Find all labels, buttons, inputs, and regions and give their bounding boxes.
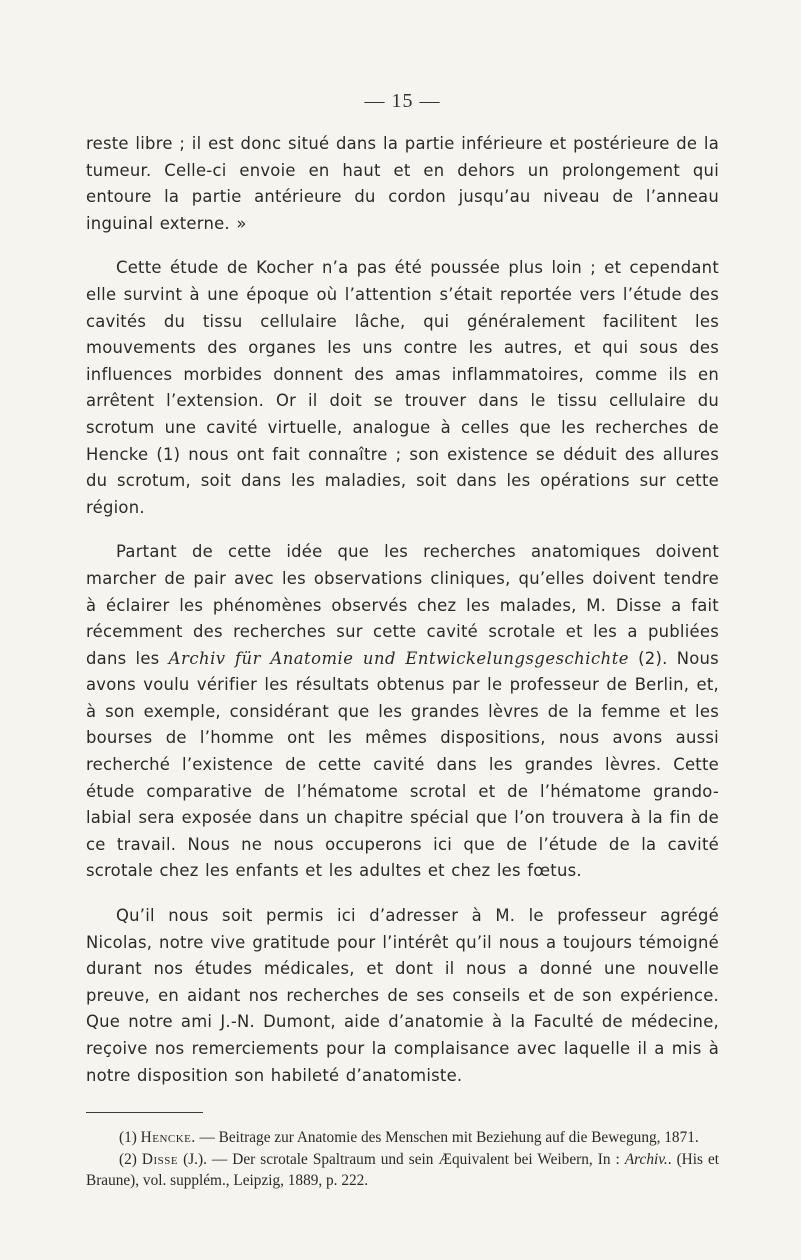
footnote-1-marker: (1)	[119, 1129, 137, 1147]
paragraph-kocher-study: Cette étude de Kocher n’a pas été poussée plus loin ; et cependant elle survint à une époque où l’attention s’était reportée vers l’étude des cavités du tissu cellulaire lâche, qui généralement facilitent les mouvements des organes les uns contre les autres, et qui sous des influences morbides donnent des amas inflammatoires, comme ils en arrêtent l’extension. Or il doit se trouver dans le tissu cellulaire du scrotum une cavité virtuelle, analogue à celles que les recherches de Hencke (1) nous ont fait connaître ; son existence se déduit des allures du scrotum, soit dans les maladies, soit dans les opérations sur cette région.	[86, 258, 719, 517]
document-page	[86, 90, 719, 1191]
journal-title: Archiv für Anatomie und Entwickelungsgeschichte	[168, 648, 629, 668]
footnote-2-text-after: . (His et Braune), vol. supplém., Leipzig, 1889, p. 222.	[86, 1150, 720, 1189]
footnote-1-text: — Beitrage zur Anatomie des Menschen mit Beziehung auf die Bewegung, 1871.	[195, 1129, 699, 1147]
paragraph-acknowledgements: Qu’il nous soit permis ici d’adresser à M. le professeur agrégé Nicolas, notre vive gratitude pour l’intérêt qu’il nous a toujours témoigné durant nos études médicales, et dont il nous a donné une nouvelle preuve, en aidant nos recherches de ses conseils et de son expérience. Que notre ami J.-N. Dumont, aide d’anatomie à la Faculté de médecine, reçoive nos remerciements pour la complaisance avec laquelle il a mis à notre disposition son habileté d’anatomiste.	[86, 906, 719, 1085]
footnote-2-text-before: (J.). — Der scrotale Spaltraum und sein Æquivalent bei Weibern, In :	[178, 1150, 625, 1168]
paragraph-disse-before: Partant de cette idée que les recherches anatomiques doivent marcher de pair avec les observations cliniques, qu’elles doivent tendre à éclairer les phénomènes observés chez les malades, M. Disse a fait récemment des recherches sur cette cavité scrotale et les a publiées dans les	[86, 542, 719, 668]
paragraph-disse-research	[86, 539, 719, 885]
page-number: — 15 —	[364, 90, 441, 112]
footnote-1-author: Hencke.	[140, 1129, 196, 1147]
footnote-divider	[86, 1112, 203, 1113]
paragraph-continuation: reste libre ; il est donc situé dans la partie inférieure et postérieure de la tumeur. Celle-ci envoie en haut et en dehors un prolongement qui entoure la partie antérieure du cordon jusqu’au niveau de l’anneau inguinal externe. »	[86, 134, 719, 233]
footnote-1	[86, 1127, 719, 1148]
footnote-2-marker: (2)	[119, 1150, 137, 1168]
footnote-2	[86, 1149, 719, 1192]
footnote-2-author: Disse	[141, 1150, 179, 1168]
footnote-2-journal: Archiv.	[624, 1150, 668, 1168]
paragraph-disse-after: (2). Nous avons voulu vérifier les résultats obtenus par le professeur de Berlin, et, à son exemple, considérant que les grandes lèvres de la femme et les bourses de l’homme ont les mêmes dispositions, nous avons aussi recherché l’existence de cette cavité dans les grandes lèvres. Cette étude comparative de l’hématome scrotal et de l’hématome grando-labial sera exposée dans un chapitre spécial que l’on trouvera à la fin de ce travail. Nous ne nous occuperons ici que de l’étude de la cavité scrotale chez les enfants et les adultes et chez les fœtus.	[86, 648, 719, 881]
